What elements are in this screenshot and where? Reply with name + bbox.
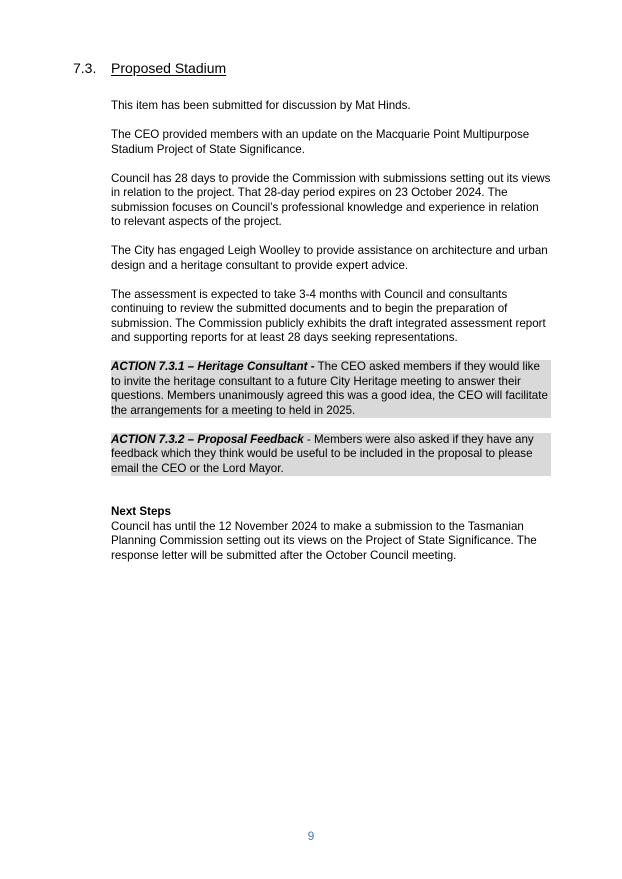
section-heading [73, 59, 226, 77]
paragraph-assessment: The assessment is expected to take 3-4 months with Council and consultants continuing to review the submitted documents and to begin the preparation of submission. The Commission publicly exhibits the draft integrated assessment report and supporting reports for at least 28 days seeking representations. [111, 287, 546, 344]
next-steps-heading: Next Steps [111, 505, 171, 518]
action-heritage-consultant [111, 360, 551, 418]
action-proposal-feedback [111, 433, 551, 477]
next-steps-text: Council has until the 12 November 2024 to make a submission to the Tasmanian Planning Commission setting out its views on the Project of State Significance. The response letter will be submitted after the October Council meeting. [111, 519, 537, 562]
section-number: 7.3. [73, 60, 97, 76]
action-label: ACTION 7.3.1 – Heritage Consultant - [111, 360, 315, 373]
paragraph-consultants: The City has engaged Leigh Woolley to provide assistance on architecture and urban design and a heritage consultant to provide expert advice. [111, 244, 548, 272]
paragraph-ceo-update: The CEO provided members with an update on the Macquarie Point Multipurpose Stadium Project of State Significance. [111, 128, 530, 156]
action-label: ACTION 7.3.2 – Proposal Feedback [111, 432, 304, 446]
section-title: Proposed Stadium [111, 60, 227, 76]
section-body [111, 99, 551, 578]
page-number: 9 [307, 829, 315, 843]
action-text: The CEO asked members if they would like to invite the heritage consultant to a future City Heritage meeting to answer their questions. Members unanimously agreed this was a good idea, the CEO will facilitate the arrangements for a meeting to held in 2025. [111, 360, 548, 417]
paragraph-submitted-by: This item has been submitted for discussion by Mat Hinds. [111, 99, 411, 112]
spacer [111, 491, 551, 506]
action-text: - Members were also asked if they have any feedback which they think would be useful to be included in the proposal to please email the CEO or the Lord Mayor. [111, 432, 534, 475]
paragraph-submission-period: Council has 28 days to provide the Commission with submissions setting out its views in relation to the project. That 28-day period expires on 23 October 2024. The submission focuses on Council’s professional knowledge and experience in relation to relevant aspects of the project. [111, 171, 551, 228]
